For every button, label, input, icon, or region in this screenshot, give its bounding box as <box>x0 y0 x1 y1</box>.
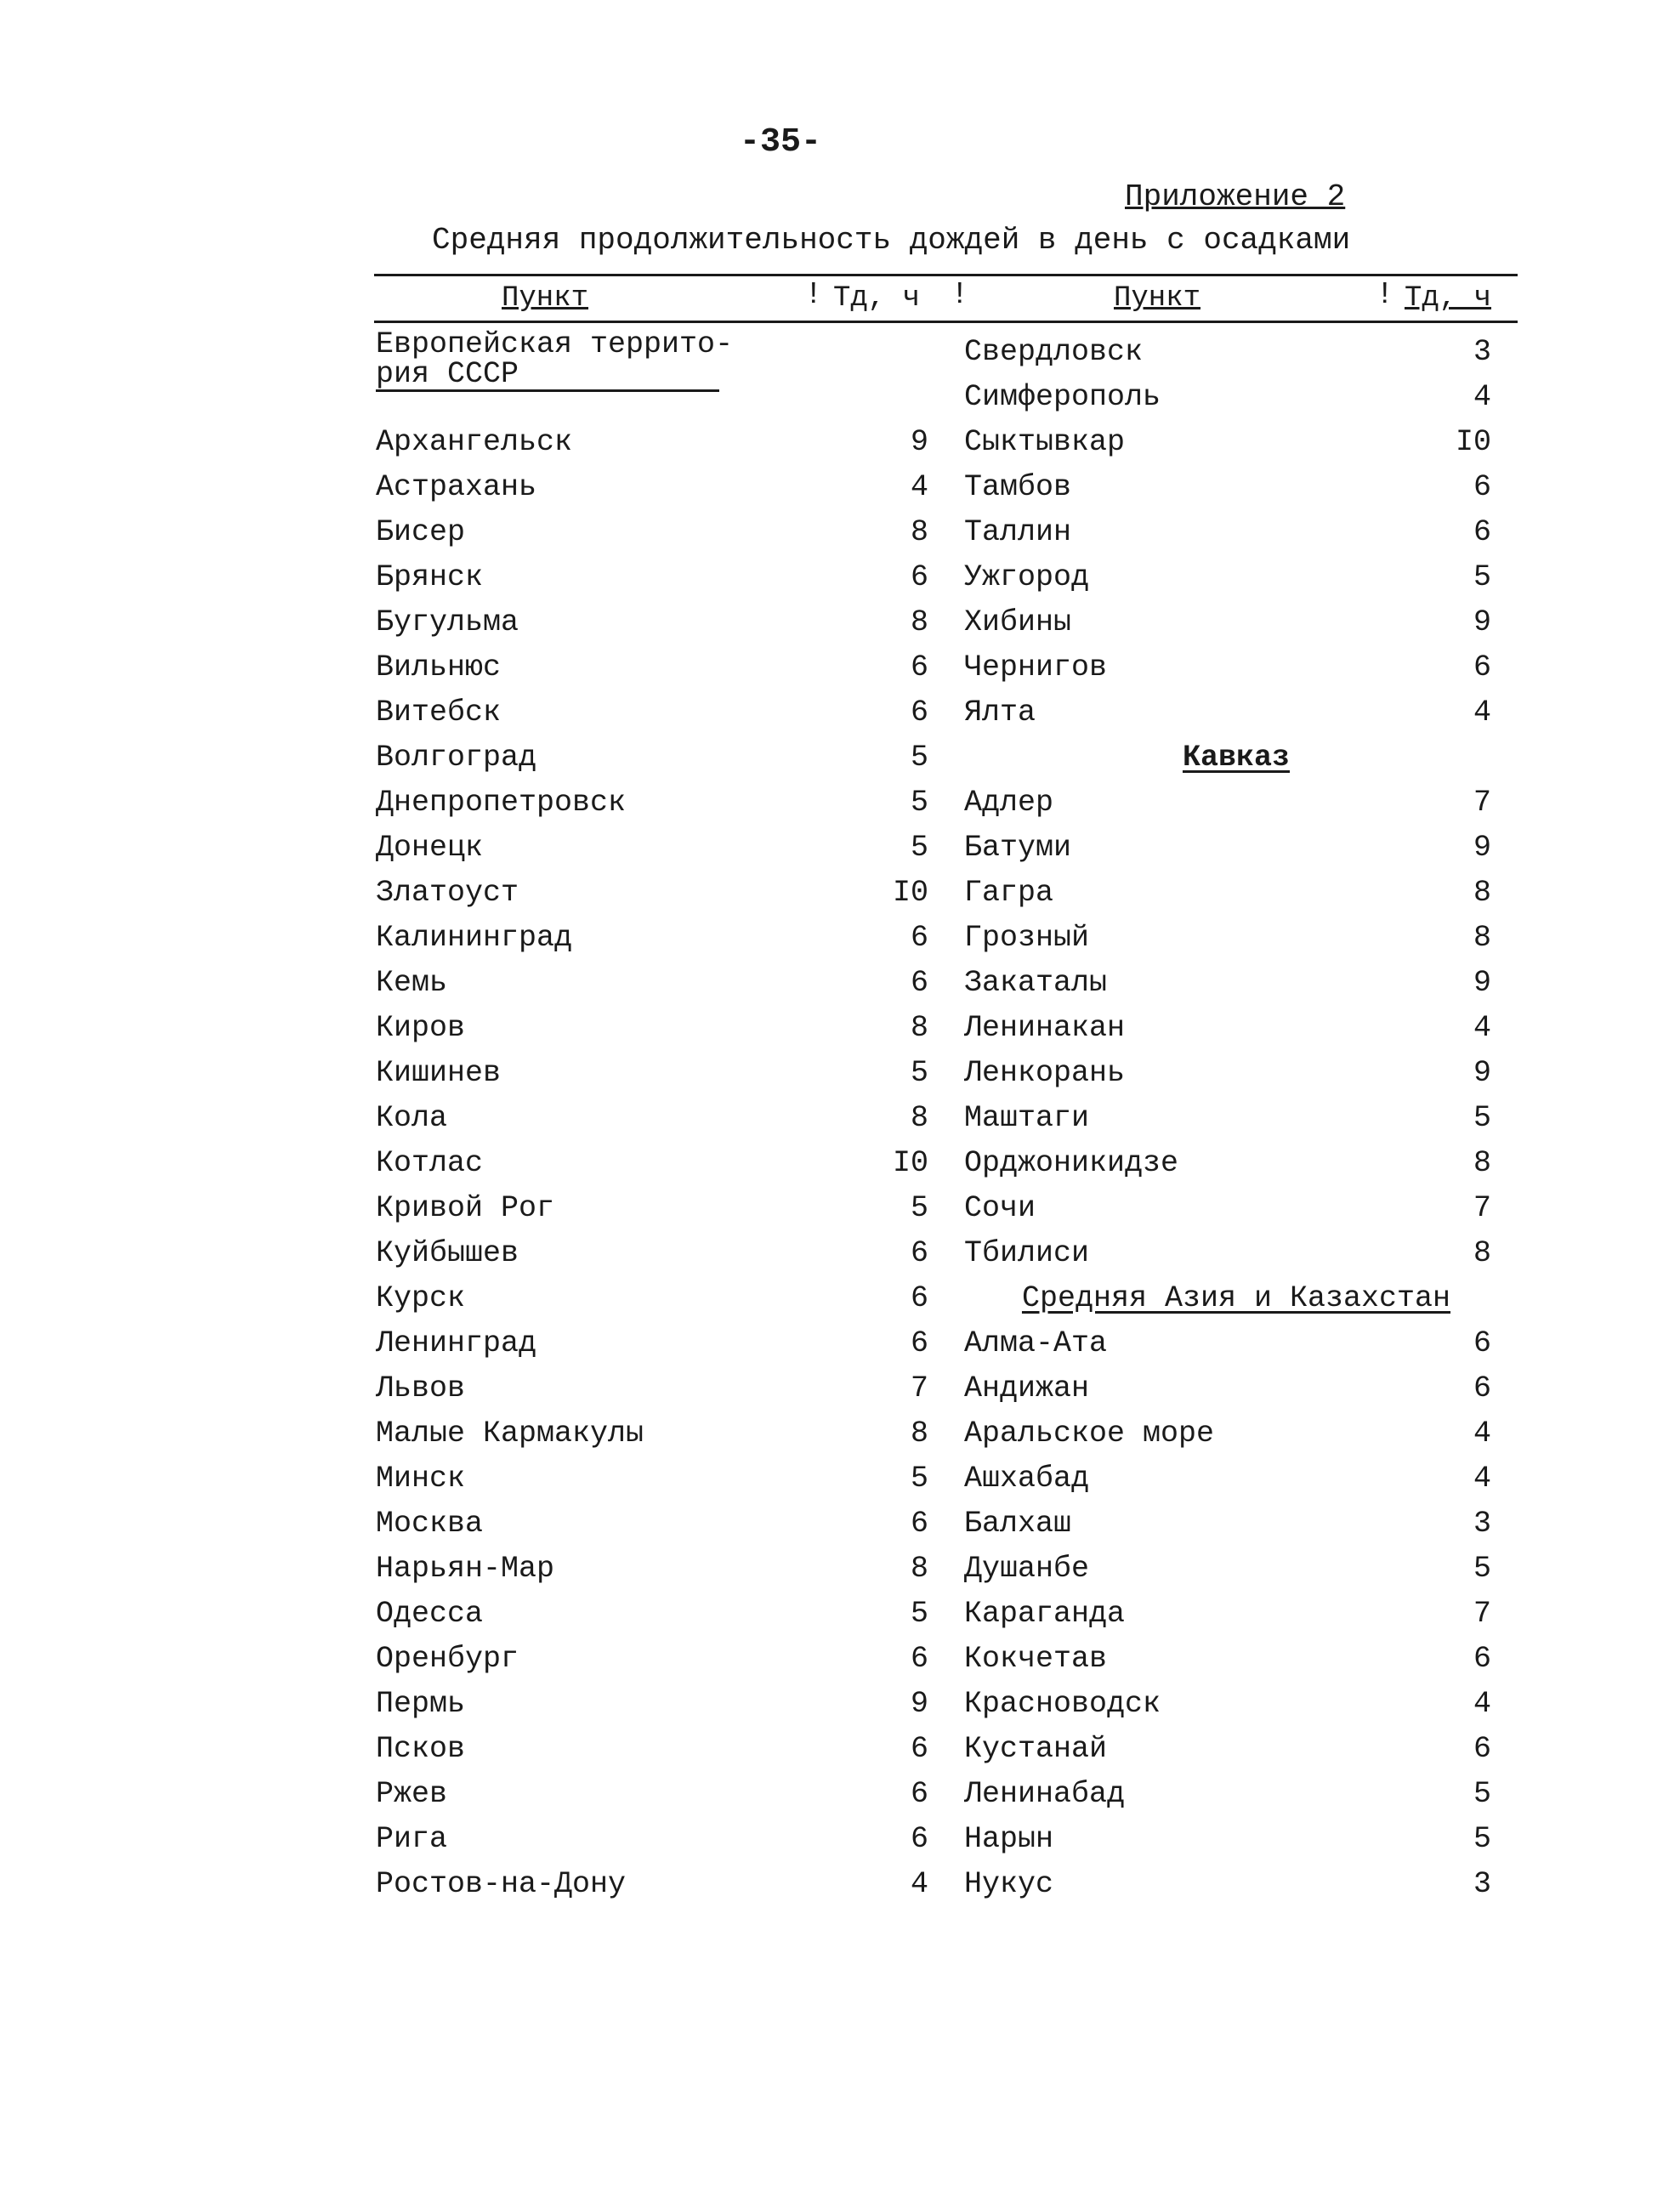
table-row <box>964 1817 1508 1862</box>
table-row <box>964 1051 1508 1096</box>
place-name: Днепропетровск <box>376 786 627 820</box>
table-row <box>964 1186 1508 1231</box>
table-row <box>376 690 945 735</box>
place-name: Кустанай <box>964 1732 1108 1766</box>
duration-value: 6 <box>910 1822 928 1856</box>
duration-value: 4 <box>1473 380 1491 414</box>
place-name: Архангельск <box>376 425 573 459</box>
place-name: Малые Кармакулы <box>376 1416 644 1450</box>
place-name: Ашхабад <box>964 1462 1090 1496</box>
duration-value: 9 <box>910 425 928 459</box>
place-name: Курск <box>376 1281 466 1315</box>
header-value-left: Тд, ч <box>833 282 921 315</box>
place-name: Батуми <box>964 831 1072 865</box>
duration-value: 6 <box>1473 515 1491 549</box>
table-row <box>376 645 945 690</box>
place-name: Донецк <box>376 831 484 865</box>
duration-value: 7 <box>1473 786 1491 820</box>
right-rows-central-asia <box>964 1321 1508 1907</box>
place-name: Брянск <box>376 560 484 594</box>
place-name: Ростов-на-Дону <box>376 1867 627 1901</box>
table-row <box>376 1276 945 1321</box>
table-row <box>376 1772 945 1817</box>
table-row <box>964 1231 1508 1276</box>
place-name: Сыктывкар <box>964 425 1126 459</box>
duration-value: I0 <box>892 876 928 910</box>
duration-value: 9 <box>1473 605 1491 639</box>
appendix-label: Приложение 2 <box>1125 179 1346 214</box>
left-rows <box>376 420 945 1907</box>
table-row <box>964 1141 1508 1186</box>
duration-value: 5 <box>910 786 928 820</box>
header-separator: ! <box>1376 277 1394 312</box>
duration-value: 6 <box>1473 470 1491 504</box>
table-row <box>964 690 1508 735</box>
region-central-asia <box>964 1276 1508 1321</box>
place-name: Кемь <box>376 966 448 1000</box>
table-row <box>376 826 945 871</box>
duration-value: 6 <box>910 1326 928 1360</box>
duration-value: 8 <box>910 1416 928 1450</box>
duration-value: 5 <box>1473 1777 1491 1811</box>
table-row <box>376 1727 945 1772</box>
table-row <box>376 1637 945 1682</box>
header-value-right: Тд, ч <box>1405 282 1492 315</box>
table-row <box>964 1862 1508 1907</box>
duration-value: 4 <box>1473 1011 1491 1045</box>
table-row <box>964 1411 1508 1456</box>
duration-value: 7 <box>1473 1597 1491 1631</box>
place-name: Ленинакан <box>964 1011 1126 1045</box>
table-row <box>964 1096 1508 1141</box>
table-row <box>964 961 1508 1006</box>
region-title-line: рия СССР <box>376 360 719 392</box>
duration-value: 5 <box>1473 1822 1491 1856</box>
duration-value: 9 <box>1473 966 1491 1000</box>
table-row <box>376 1096 945 1141</box>
place-name: Адлер <box>964 786 1054 820</box>
place-name: Андижан <box>964 1371 1090 1405</box>
place-name: Куйбышев <box>376 1236 519 1270</box>
duration-value: 3 <box>1473 1507 1491 1541</box>
header-place-right: Пункт <box>1114 282 1201 315</box>
duration-value: 7 <box>1473 1191 1491 1225</box>
place-name: Астрахань <box>376 470 537 504</box>
duration-value: 6 <box>1473 1642 1491 1676</box>
table-row <box>376 465 945 510</box>
place-name: Оренбург <box>376 1642 519 1676</box>
duration-value: 3 <box>1473 1867 1491 1901</box>
table-row <box>964 916 1508 961</box>
duration-value: 4 <box>1473 1687 1491 1721</box>
table-header-rule <box>374 321 1518 323</box>
place-name: Бугульма <box>376 605 519 639</box>
duration-value: 4 <box>1473 1416 1491 1450</box>
place-name: Таллин <box>964 515 1072 549</box>
place-name: Ленинабад <box>964 1777 1126 1811</box>
table-row <box>376 1006 945 1051</box>
table-row <box>964 1321 1508 1366</box>
duration-value: 5 <box>1473 1552 1491 1586</box>
duration-value: 6 <box>910 966 928 1000</box>
table-row <box>376 916 945 961</box>
duration-value: 9 <box>910 1687 928 1721</box>
table-row <box>964 1547 1508 1592</box>
place-name: Аральское море <box>964 1416 1215 1450</box>
place-name: Симферополь <box>964 380 1161 414</box>
duration-value: 8 <box>910 515 928 549</box>
region-caucasus <box>964 735 1508 781</box>
table-top-rule <box>374 274 1518 276</box>
header-separator: ! <box>951 277 969 312</box>
region-title-line: Европейская террито- <box>376 327 734 361</box>
page-number: -35- <box>740 123 822 162</box>
table-row <box>376 735 945 781</box>
table-row <box>964 871 1508 916</box>
place-name: Одесса <box>376 1597 484 1631</box>
table-row <box>376 1817 945 1862</box>
table-row <box>376 420 945 465</box>
place-name: Кривой Рог <box>376 1191 555 1225</box>
duration-value: 4 <box>910 470 928 504</box>
table-row <box>376 961 945 1006</box>
table-row <box>964 826 1508 871</box>
table-title: Средняя продолжительность дождей в день с осадками <box>432 223 1351 258</box>
place-name: Златоуст <box>376 876 519 910</box>
duration-value: 8 <box>1473 921 1491 955</box>
place-name: Кола <box>376 1101 448 1135</box>
place-name: Хибины <box>964 605 1072 639</box>
duration-value: 6 <box>910 1507 928 1541</box>
duration-value: 8 <box>910 1011 928 1045</box>
duration-value: 9 <box>1473 831 1491 865</box>
table-row <box>376 1051 945 1096</box>
table-row <box>964 1366 1508 1411</box>
table-row <box>964 330 1508 375</box>
table-row <box>376 1231 945 1276</box>
region-european <box>376 327 945 420</box>
place-name: Алма-Ата <box>964 1326 1108 1360</box>
place-name: Чернигов <box>964 650 1108 684</box>
duration-value: I0 <box>892 1146 928 1180</box>
table-row <box>964 1456 1508 1502</box>
duration-value: 3 <box>1473 335 1491 369</box>
table-row <box>964 1502 1508 1547</box>
place-name: Москва <box>376 1507 484 1541</box>
table-row <box>964 555 1508 600</box>
duration-value: 8 <box>1473 876 1491 910</box>
place-name: Вильнюс <box>376 650 502 684</box>
duration-value: 6 <box>910 1642 928 1676</box>
duration-value: 5 <box>910 1597 928 1631</box>
table-row <box>376 1682 945 1727</box>
duration-value: 8 <box>1473 1146 1491 1180</box>
header-separator: ! <box>804 277 823 312</box>
duration-value: I0 <box>1455 425 1491 459</box>
duration-value: 6 <box>1473 1732 1491 1766</box>
table-row <box>376 781 945 826</box>
table-row <box>964 1682 1508 1727</box>
duration-value: 8 <box>910 605 928 639</box>
region-title: Кавказ <box>1182 741 1291 775</box>
place-name: Ржев <box>376 1777 448 1811</box>
place-name: Калининград <box>376 921 573 955</box>
duration-value: 5 <box>910 741 928 775</box>
place-name: Караганда <box>964 1597 1126 1631</box>
table-row <box>376 600 945 645</box>
duration-value: 5 <box>1473 560 1491 594</box>
duration-value: 6 <box>910 921 928 955</box>
table-row <box>376 1366 945 1411</box>
place-name: Нарьян-Мар <box>376 1552 555 1586</box>
duration-value: 5 <box>910 1056 928 1090</box>
place-name: Нукус <box>964 1867 1054 1901</box>
place-name: Волгоград <box>376 741 537 775</box>
place-name: Витебск <box>376 695 502 729</box>
place-name: Душанбе <box>964 1552 1090 1586</box>
place-name: Минск <box>376 1462 466 1496</box>
place-name: Кишинев <box>376 1056 502 1090</box>
table-row <box>964 1592 1508 1637</box>
left-column <box>376 327 945 1907</box>
place-name: Сочи <box>964 1191 1036 1225</box>
duration-value: 6 <box>910 1777 928 1811</box>
right-rows-caucasus <box>964 781 1508 1276</box>
duration-value: 6 <box>1473 1371 1491 1405</box>
table-row <box>376 1547 945 1592</box>
place-name: Ялта <box>964 695 1036 729</box>
table-row <box>376 1592 945 1637</box>
duration-value: 6 <box>910 1732 928 1766</box>
right-rows-top <box>964 330 1508 735</box>
table-row <box>376 1862 945 1907</box>
place-name: Бисер <box>376 515 466 549</box>
place-name: Грозный <box>964 921 1090 955</box>
place-name: Тбилиси <box>964 1236 1090 1270</box>
duration-value: 9 <box>1473 1056 1491 1090</box>
table-row <box>964 645 1508 690</box>
table-row <box>964 420 1508 465</box>
table-row <box>376 1141 945 1186</box>
place-name: Ленинград <box>376 1326 537 1360</box>
table-row <box>376 1321 945 1366</box>
place-name: Маштаги <box>964 1101 1090 1135</box>
table-row <box>376 1411 945 1456</box>
table-row <box>964 465 1508 510</box>
duration-value: 6 <box>910 695 928 729</box>
table-row <box>964 1727 1508 1772</box>
table-row <box>964 781 1508 826</box>
duration-value: 7 <box>910 1371 928 1405</box>
duration-value: 5 <box>910 831 928 865</box>
table-row <box>376 555 945 600</box>
duration-value: 6 <box>910 1281 928 1315</box>
table-row <box>964 1006 1508 1051</box>
right-column <box>964 330 1508 1907</box>
duration-value: 4 <box>910 1867 928 1901</box>
duration-value: 6 <box>1473 650 1491 684</box>
place-name: Котлас <box>376 1146 484 1180</box>
place-name: Пермь <box>376 1687 466 1721</box>
duration-value: 6 <box>910 560 928 594</box>
duration-value: 5 <box>910 1191 928 1225</box>
table-row <box>964 375 1508 420</box>
place-name: Кокчетав <box>964 1642 1108 1676</box>
duration-value: 5 <box>910 1462 928 1496</box>
place-name: Псков <box>376 1732 466 1766</box>
place-name: Орджоникидзе <box>964 1146 1179 1180</box>
header-place-left: Пункт <box>502 282 589 315</box>
table-row <box>964 1772 1508 1817</box>
place-name: Гагра <box>964 876 1054 910</box>
duration-value: 4 <box>1473 695 1491 729</box>
place-name: Тамбов <box>964 470 1072 504</box>
duration-value: 5 <box>1473 1101 1491 1135</box>
duration-value: 8 <box>910 1101 928 1135</box>
place-name: Ужгород <box>964 560 1090 594</box>
table-row <box>376 510 945 555</box>
duration-value: 6 <box>910 650 928 684</box>
place-name: Свердловск <box>964 335 1144 369</box>
place-name: Ленкорань <box>964 1056 1126 1090</box>
region-title: Средняя Азия и Казахстан <box>1021 1281 1451 1315</box>
duration-value: 8 <box>1473 1236 1491 1270</box>
duration-value: 6 <box>910 1236 928 1270</box>
table-row <box>376 1186 945 1231</box>
place-name: Рига <box>376 1822 448 1856</box>
duration-value: 4 <box>1473 1462 1491 1496</box>
place-name: Львов <box>376 1371 466 1405</box>
place-name: Балхаш <box>964 1507 1072 1541</box>
table-row <box>376 1456 945 1502</box>
table-row <box>964 1637 1508 1682</box>
table-row <box>376 871 945 916</box>
place-name: Нарын <box>964 1822 1054 1856</box>
place-name: Киров <box>376 1011 466 1045</box>
table-row <box>964 510 1508 555</box>
table-row <box>964 600 1508 645</box>
duration-value: 6 <box>1473 1326 1491 1360</box>
table-row <box>376 1502 945 1547</box>
place-name: Закаталы <box>964 966 1108 1000</box>
duration-value: 8 <box>910 1552 928 1586</box>
place-name: Красноводск <box>964 1687 1161 1721</box>
